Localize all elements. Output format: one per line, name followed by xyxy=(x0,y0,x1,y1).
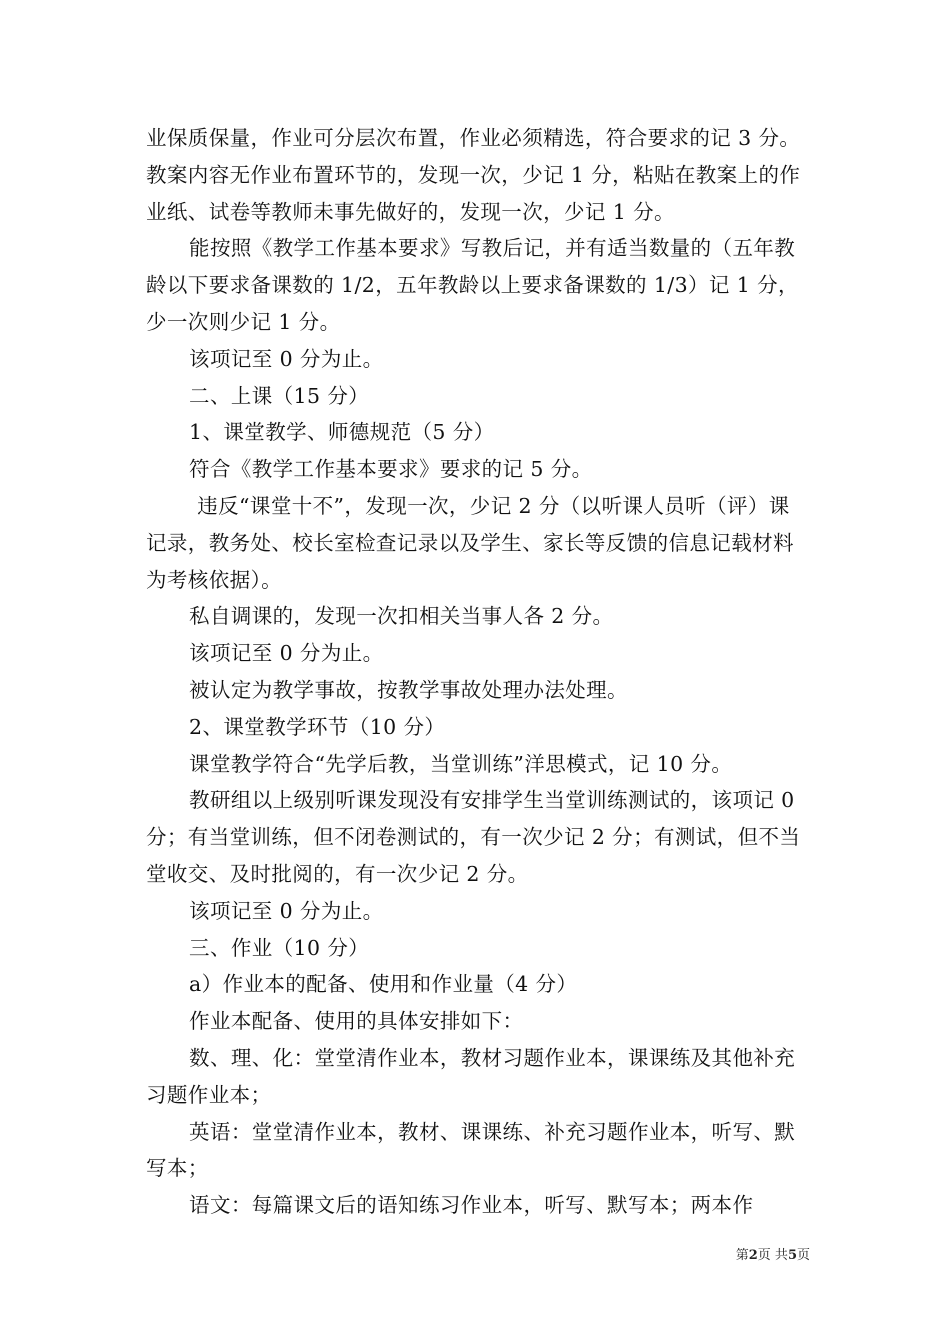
footer-suffix: 页 xyxy=(796,1248,810,1263)
document-body xyxy=(146,120,810,1224)
total-page-number: 5 xyxy=(787,1248,797,1263)
paragraph-10: 被认定为教学事故，按教学事故处理办法处理。 xyxy=(189,677,628,702)
section-heading-2: 二、上课（15 分） xyxy=(189,383,370,408)
paragraph-19: 英语：堂堂清作业本，教材、课课练、补充习题作业本，听写、默写本； xyxy=(146,1119,796,1181)
paragraph-7: 违反“课堂十不”，发现一次，少记 2 分（以听课人员听（评）课记录，教务处、校长室检查记录以及学生、家长等反馈的信息记载材料为考核依据）。 xyxy=(146,493,794,592)
paragraph-3: 该项记至 0 分为止。 xyxy=(189,346,384,371)
subsection-heading-2-1: 1、课堂教学、师德规范（5 分） xyxy=(189,420,495,445)
paragraph-13: 教研组以上级别听课发现没有安排学生当堂训练测试的，该项记 0 分；有当堂训练，但不闭卷测试的，有一次少记 2 分；有测试，但不当堂收交、及时批阅的，有一次少记 2 分。 xyxy=(146,788,801,886)
section-heading-3: 三、作业（10 分） xyxy=(189,935,370,960)
subsection-heading-2-2: 2、课堂教学环节（10 分） xyxy=(189,714,446,739)
footer-middle: 页 共 xyxy=(757,1248,788,1263)
paragraph-17: 作业本配备、使用的具体安排如下： xyxy=(189,1009,524,1034)
paragraph-2: 能按照《教学工作基本要求》写教后记，并有适当数量的（五年教龄以下要求备课数的 1/2，五年教龄以上要求备课数的 1/3）记 1 分，少一次则少记 1 分。 xyxy=(146,236,799,334)
paragraph-20: 语文：每篇课文后的语知练习作业本，听写、默写本；两本作 xyxy=(189,1193,754,1218)
paragraph-9: 该项记至 0 分为止。 xyxy=(189,641,384,666)
paragraph-1: 业保质保量，作业可分层次布置，作业必须精选，符合要求的记 3 分。教案内容无作业布置环节的，发现一次，少记 1 分，粘贴在教案上的作业纸、试卷等教师未事先做好的，发现一次，少记 1 分。 xyxy=(146,126,801,224)
current-page-number: 2 xyxy=(748,1248,758,1263)
paragraph-12: 课堂教学符合“先学后教，当堂训练”洋思模式，记 10 分。 xyxy=(189,751,733,776)
subsection-heading-3-a: a）作业本的配备、使用和作业量（4 分） xyxy=(189,972,578,997)
paragraph-8: 私自调课的，发现一次扣相关当事人各 2 分。 xyxy=(189,604,614,629)
page-number-footer xyxy=(690,1248,810,1264)
paragraph-6: 符合《教学工作基本要求》要求的记 5 分。 xyxy=(189,457,593,482)
paragraph-14: 该项记至 0 分为止。 xyxy=(189,898,384,923)
footer-prefix: 第 xyxy=(735,1248,749,1263)
paragraph-18: 数、理、化：堂堂清作业本，教材习题作业本，课课练及其他补充习题作业本； xyxy=(146,1045,796,1107)
